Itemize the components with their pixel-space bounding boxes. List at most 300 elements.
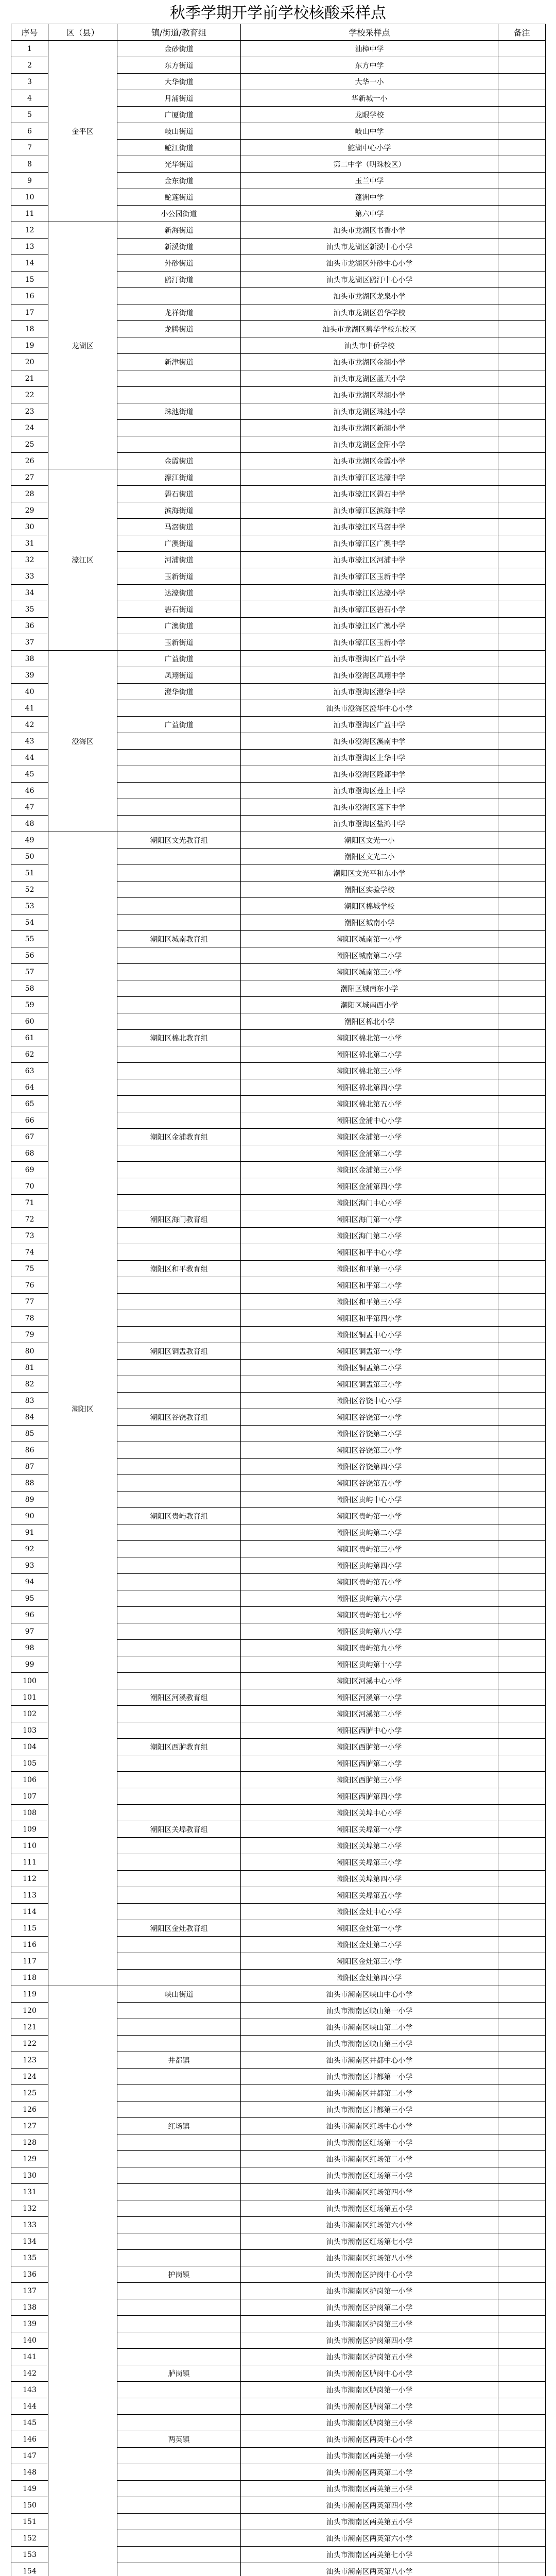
row-index-cell: 44 bbox=[11, 750, 48, 766]
school-cell: 汕头市潮南区两英第二小学 bbox=[241, 2464, 498, 2481]
school-cell: 潮阳区西胪第三小学 bbox=[241, 1772, 498, 1788]
row-index-cell: 47 bbox=[11, 799, 48, 816]
header-town: 镇/街道/教育组 bbox=[117, 24, 241, 41]
town-cell bbox=[117, 2398, 241, 2415]
remark-cell bbox=[498, 1673, 546, 1689]
school-cell: 汕头市龙湖区龙泉小学 bbox=[241, 288, 498, 304]
row-index-cell: 124 bbox=[11, 2069, 48, 2085]
town-cell bbox=[117, 1656, 241, 1673]
town-cell bbox=[117, 387, 241, 403]
remark-cell bbox=[498, 1788, 546, 1805]
remark-cell bbox=[498, 519, 546, 535]
row-index-cell: 106 bbox=[11, 1772, 48, 1788]
town-cell bbox=[117, 2382, 241, 2398]
town-cell: 珠池街道 bbox=[117, 403, 241, 420]
header-remark: 备注 bbox=[498, 24, 546, 41]
school-cell: 汕头市濠江区礐石中学 bbox=[241, 486, 498, 502]
town-cell bbox=[117, 1327, 241, 1343]
town-cell bbox=[117, 1755, 241, 1772]
town-cell bbox=[117, 2250, 241, 2266]
town-cell: 潮阳区贵屿教育组 bbox=[117, 1508, 241, 1524]
school-cell: 潮阳区谷饶第三小学 bbox=[241, 1442, 498, 1459]
school-cell: 潮阳区和平第二小学 bbox=[241, 1277, 498, 1294]
school-cell: 潮阳区铜盂第一小学 bbox=[241, 1343, 498, 1360]
row-index-cell: 139 bbox=[11, 2316, 48, 2332]
remark-cell bbox=[498, 601, 546, 618]
row-index-cell: 66 bbox=[11, 1112, 48, 1129]
remark-cell bbox=[498, 1574, 546, 1590]
remark-cell bbox=[498, 2563, 546, 2576]
town-cell bbox=[117, 1590, 241, 1607]
remark-cell bbox=[498, 1063, 546, 1079]
town-cell bbox=[117, 1574, 241, 1590]
row-index-cell: 135 bbox=[11, 2250, 48, 2266]
school-cell: 潮阳区西胪第一小学 bbox=[241, 1739, 498, 1755]
town-cell bbox=[117, 1195, 241, 1211]
remark-cell bbox=[498, 568, 546, 585]
town-cell bbox=[117, 1294, 241, 1310]
school-cell: 汕头市龙湖区金霞小学 bbox=[241, 453, 498, 469]
town-cell bbox=[117, 1376, 241, 1393]
school-cell: 潮阳区贵屿第二小学 bbox=[241, 1524, 498, 1541]
school-cell: 潮阳区河溪第一小学 bbox=[241, 1689, 498, 1706]
row-index-cell: 130 bbox=[11, 2167, 48, 2184]
remark-cell bbox=[498, 1195, 546, 1211]
school-cell: 潮阳区贵屿第一小学 bbox=[241, 1508, 498, 1524]
school-cell: 潮阳区谷饶中心小学 bbox=[241, 1393, 498, 1409]
town-cell bbox=[117, 1706, 241, 1722]
town-cell bbox=[117, 1360, 241, 1376]
row-index-cell: 60 bbox=[11, 1013, 48, 1030]
remark-cell bbox=[498, 898, 546, 914]
row-index-cell: 103 bbox=[11, 1722, 48, 1739]
town-cell: 潮阳区棉北教育组 bbox=[117, 1030, 241, 1046]
row-index-cell: 19 bbox=[11, 337, 48, 354]
row-index-cell: 48 bbox=[11, 816, 48, 832]
town-cell bbox=[117, 1079, 241, 1096]
row-index-cell: 56 bbox=[11, 947, 48, 964]
remark-cell bbox=[498, 997, 546, 1013]
remark-cell bbox=[498, 1178, 546, 1195]
town-cell: 鮀江街道 bbox=[117, 140, 241, 156]
district-cell bbox=[48, 1986, 117, 2576]
remark-cell bbox=[498, 354, 546, 370]
school-cell: 汕头市潮南区红场中心小学 bbox=[241, 2118, 498, 2134]
town-cell bbox=[117, 898, 241, 914]
school-cell: 潮阳区河溪中心小学 bbox=[241, 1673, 498, 1689]
remark-cell bbox=[498, 783, 546, 799]
row-index-cell: 15 bbox=[11, 272, 48, 288]
remark-cell bbox=[498, 206, 546, 222]
school-cell: 汕头市潮南区红场第六小学 bbox=[241, 2217, 498, 2233]
school-cell: 潮阳区和平第四小学 bbox=[241, 1310, 498, 1327]
remark-cell bbox=[498, 931, 546, 947]
remark-cell bbox=[498, 173, 546, 189]
row-index-cell: 143 bbox=[11, 2382, 48, 2398]
row-index-cell: 11 bbox=[11, 206, 48, 222]
row-index-cell: 73 bbox=[11, 1228, 48, 1244]
remark-cell bbox=[498, 1590, 546, 1607]
town-cell bbox=[117, 2349, 241, 2365]
remark-cell bbox=[498, 403, 546, 420]
row-index-cell: 49 bbox=[11, 832, 48, 849]
town-cell bbox=[117, 1063, 241, 1079]
school-cell: 汕头市潮南区护岗中心小学 bbox=[241, 2266, 498, 2283]
remark-cell bbox=[498, 2151, 546, 2167]
row-index-cell: 22 bbox=[11, 387, 48, 403]
row-index-cell: 20 bbox=[11, 354, 48, 370]
school-cell: 汕头市潮南区两英第三小学 bbox=[241, 2481, 498, 2497]
row-index-cell: 121 bbox=[11, 2019, 48, 2036]
school-cell: 汕头市潮南区红场第二小学 bbox=[241, 2151, 498, 2167]
town-cell: 新津街道 bbox=[117, 354, 241, 370]
row-index-cell: 26 bbox=[11, 453, 48, 469]
remark-cell bbox=[498, 1706, 546, 1722]
school-cell: 潮阳区金浦第三小学 bbox=[241, 1162, 498, 1178]
town-cell: 鮀莲街道 bbox=[117, 189, 241, 206]
row-index-cell: 132 bbox=[11, 2200, 48, 2217]
school-cell: 潮阳区河溪第二小学 bbox=[241, 1706, 498, 1722]
school-cell: 第二中学（明珠校区） bbox=[241, 156, 498, 173]
remark-cell bbox=[498, 2448, 546, 2464]
row-index-cell: 128 bbox=[11, 2134, 48, 2151]
remark-cell bbox=[498, 2547, 546, 2563]
school-cell: 汕头市潮南区护岗第一小学 bbox=[241, 2283, 498, 2299]
row-index-cell: 125 bbox=[11, 2085, 48, 2102]
school-cell: 潮阳区文光二小 bbox=[241, 849, 498, 865]
school-cell: 汕头市龙湖区金湖小学 bbox=[241, 354, 498, 370]
remark-cell bbox=[498, 2332, 546, 2349]
school-cell: 汕头市潮南区胪岗第二小学 bbox=[241, 2398, 498, 2415]
school-cell: 潮阳区城南东小学 bbox=[241, 980, 498, 997]
town-cell bbox=[117, 1459, 241, 1475]
school-cell: 潮阳区金灶第二小学 bbox=[241, 1937, 498, 1953]
row-index-cell: 82 bbox=[11, 1376, 48, 1393]
school-cell: 汕头市潮南区峡山第三小学 bbox=[241, 2036, 498, 2052]
remark-cell bbox=[498, 387, 546, 403]
remark-cell bbox=[498, 700, 546, 717]
row-index-cell: 88 bbox=[11, 1475, 48, 1492]
town-cell bbox=[117, 849, 241, 865]
town-cell bbox=[117, 1013, 241, 1030]
row-index-cell: 150 bbox=[11, 2497, 48, 2514]
remark-cell bbox=[498, 2299, 546, 2316]
school-cell: 汕头市潮南区胪岗中心小学 bbox=[241, 2365, 498, 2382]
remark-cell bbox=[498, 964, 546, 980]
town-cell bbox=[117, 1426, 241, 1442]
remark-cell bbox=[498, 651, 546, 667]
school-cell: 汕头市龙湖区金阳小学 bbox=[241, 436, 498, 453]
town-cell bbox=[117, 2299, 241, 2316]
row-index-cell: 39 bbox=[11, 667, 48, 684]
row-index-cell: 35 bbox=[11, 601, 48, 618]
row-index-cell: 83 bbox=[11, 1393, 48, 1409]
remark-cell bbox=[498, 1656, 546, 1673]
row-index-cell: 75 bbox=[11, 1261, 48, 1277]
town-cell bbox=[117, 2036, 241, 2052]
row-index-cell: 148 bbox=[11, 2464, 48, 2481]
remark-cell bbox=[498, 2233, 546, 2250]
school-cell: 潮阳区棉城学校 bbox=[241, 898, 498, 914]
school-cell: 汕头市潮南区胪岗第三小学 bbox=[241, 2415, 498, 2431]
town-cell bbox=[117, 2069, 241, 2085]
school-cell: 华新城一小 bbox=[241, 90, 498, 107]
row-index-cell: 57 bbox=[11, 964, 48, 980]
remark-cell bbox=[498, 321, 546, 337]
remark-cell bbox=[498, 123, 546, 140]
town-cell bbox=[117, 1475, 241, 1492]
row-index-cell: 4 bbox=[11, 90, 48, 107]
town-cell: 东方街道 bbox=[117, 57, 241, 74]
town-cell: 新海街道 bbox=[117, 222, 241, 239]
row-index-cell: 7 bbox=[11, 140, 48, 156]
town-cell: 龙腾街道 bbox=[117, 321, 241, 337]
school-cell: 汕头市濠江区玉新中学 bbox=[241, 568, 498, 585]
school-cell: 汕头市潮南区两英第四小学 bbox=[241, 2497, 498, 2514]
school-cell: 汕头市龙湖区新湖小学 bbox=[241, 420, 498, 436]
town-cell: 广益街道 bbox=[117, 651, 241, 667]
remark-cell bbox=[498, 2365, 546, 2382]
remark-cell bbox=[498, 1129, 546, 1145]
remark-cell bbox=[498, 1261, 546, 1277]
school-cell: 汕头市澄海区盐鸿中学 bbox=[241, 816, 498, 832]
town-cell: 潮阳区城南教育组 bbox=[117, 931, 241, 947]
school-cell: 汕头市濠江区马滘中学 bbox=[241, 519, 498, 535]
remark-cell bbox=[498, 337, 546, 354]
school-cell: 汕头市潮南区红场第三小学 bbox=[241, 2167, 498, 2184]
remark-cell bbox=[498, 1557, 546, 1574]
remark-cell bbox=[498, 2382, 546, 2398]
school-cell: 汕头市潮南区两英第七小学 bbox=[241, 2547, 498, 2563]
remark-cell bbox=[498, 1508, 546, 1524]
school-cell: 汕头市潮南区红场第一小学 bbox=[241, 2134, 498, 2151]
town-cell bbox=[117, 1228, 241, 1244]
remark-cell bbox=[498, 1640, 546, 1656]
remark-cell bbox=[498, 1904, 546, 1920]
town-cell: 金砂街道 bbox=[117, 41, 241, 57]
town-cell bbox=[117, 2547, 241, 2563]
town-cell: 滨海街道 bbox=[117, 502, 241, 519]
remark-cell bbox=[498, 2052, 546, 2069]
school-cell: 汕头市澄海区广益中学 bbox=[241, 717, 498, 733]
school-cell: 潮阳区贵屿中心小学 bbox=[241, 1492, 498, 1508]
school-cell: 潮阳区城南第一小学 bbox=[241, 931, 498, 947]
remark-cell bbox=[498, 304, 546, 321]
remark-cell bbox=[498, 1360, 546, 1376]
row-index-cell: 64 bbox=[11, 1079, 48, 1096]
remark-cell bbox=[498, 453, 546, 469]
school-cell: 汕头市澄海区上华中学 bbox=[241, 750, 498, 766]
school-cell: 潮阳区金灶第三小学 bbox=[241, 1953, 498, 1970]
remark-cell bbox=[498, 239, 546, 255]
remark-cell bbox=[498, 2003, 546, 2019]
row-index-cell: 18 bbox=[11, 321, 48, 337]
town-cell bbox=[117, 1492, 241, 1508]
remark-cell bbox=[498, 2069, 546, 2085]
remark-cell bbox=[498, 947, 546, 964]
school-cell: 汕头市潮南区峡山第一小学 bbox=[241, 2003, 498, 2019]
remark-cell bbox=[498, 156, 546, 173]
town-cell bbox=[117, 2316, 241, 2332]
remark-cell bbox=[498, 2019, 546, 2036]
town-cell: 广澳街道 bbox=[117, 618, 241, 634]
school-cell: 蓬洲中学 bbox=[241, 189, 498, 206]
row-index-cell: 43 bbox=[11, 733, 48, 750]
school-cell: 汕头市潮南区两英第八小学 bbox=[241, 2563, 498, 2576]
town-cell: 胪岗镇 bbox=[117, 2365, 241, 2382]
town-cell bbox=[117, 2134, 241, 2151]
remark-cell bbox=[498, 90, 546, 107]
remark-cell bbox=[498, 436, 546, 453]
row-index-cell: 9 bbox=[11, 173, 48, 189]
remark-cell bbox=[498, 914, 546, 931]
row-index-cell: 133 bbox=[11, 2217, 48, 2233]
town-cell: 龙祥街道 bbox=[117, 304, 241, 321]
row-index-cell: 76 bbox=[11, 1277, 48, 1294]
remark-cell bbox=[498, 1739, 546, 1755]
remark-cell bbox=[498, 799, 546, 816]
school-cell: 潮阳区棉北第三小学 bbox=[241, 1063, 498, 1079]
remark-cell bbox=[498, 1772, 546, 1788]
town-cell bbox=[117, 1145, 241, 1162]
town-cell bbox=[117, 2415, 241, 2431]
row-index-cell: 111 bbox=[11, 1854, 48, 1871]
row-index-cell: 134 bbox=[11, 2233, 48, 2250]
school-cell: 汕头市龙湖区外砂中心小学 bbox=[241, 255, 498, 272]
row-index-cell: 146 bbox=[11, 2431, 48, 2448]
town-cell: 金霞街道 bbox=[117, 453, 241, 469]
row-index-cell: 99 bbox=[11, 1656, 48, 1673]
row-index-cell: 45 bbox=[11, 766, 48, 783]
row-index-cell: 71 bbox=[11, 1195, 48, 1211]
town-cell: 新溪街道 bbox=[117, 239, 241, 255]
town-cell: 礐石街道 bbox=[117, 486, 241, 502]
row-index-cell: 92 bbox=[11, 1541, 48, 1557]
school-cell: 潮阳区棉北小学 bbox=[241, 1013, 498, 1030]
remark-cell bbox=[498, 1887, 546, 1904]
row-index-cell: 33 bbox=[11, 568, 48, 585]
town-cell bbox=[117, 700, 241, 717]
remark-cell bbox=[498, 2530, 546, 2547]
row-index-cell: 55 bbox=[11, 931, 48, 947]
school-cell: 第六中学 bbox=[241, 206, 498, 222]
town-cell: 潮阳区河溪教育组 bbox=[117, 1689, 241, 1706]
town-cell bbox=[117, 2003, 241, 2019]
school-cell: 潮阳区和平第一小学 bbox=[241, 1261, 498, 1277]
row-index-cell: 101 bbox=[11, 1689, 48, 1706]
remark-cell bbox=[498, 1277, 546, 1294]
school-cell: 玉兰中学 bbox=[241, 173, 498, 189]
remark-cell bbox=[498, 1244, 546, 1261]
remark-cell bbox=[498, 1426, 546, 1442]
town-cell bbox=[117, 2233, 241, 2250]
school-cell: 汕头市潮南区井都第三小学 bbox=[241, 2102, 498, 2118]
town-cell bbox=[117, 1442, 241, 1459]
school-cell: 潮阳区棉北第一小学 bbox=[241, 1030, 498, 1046]
town-cell: 广厦街道 bbox=[117, 107, 241, 123]
row-index-cell: 30 bbox=[11, 519, 48, 535]
town-cell bbox=[117, 2019, 241, 2036]
town-cell bbox=[117, 2217, 241, 2233]
remark-cell bbox=[498, 1871, 546, 1887]
row-index-cell: 98 bbox=[11, 1640, 48, 1656]
town-cell bbox=[117, 1244, 241, 1261]
row-index-cell: 58 bbox=[11, 980, 48, 997]
row-index-cell: 94 bbox=[11, 1574, 48, 1590]
row-index-cell: 109 bbox=[11, 1821, 48, 1838]
town-cell: 潮阳区铜盂教育组 bbox=[117, 1343, 241, 1360]
school-cell: 潮阳区谷饶第五小学 bbox=[241, 1475, 498, 1492]
row-index-cell: 127 bbox=[11, 2118, 48, 2134]
town-cell: 外砂街道 bbox=[117, 255, 241, 272]
row-index-cell: 113 bbox=[11, 1887, 48, 1904]
school-cell: 潮阳区棉北第四小学 bbox=[241, 1079, 498, 1096]
town-cell: 潮阳区和平教育组 bbox=[117, 1261, 241, 1277]
remark-cell bbox=[498, 1327, 546, 1343]
school-cell: 潮阳区西胪第四小学 bbox=[241, 1788, 498, 1805]
school-cell: 汕头市潮南区两英第一小学 bbox=[241, 2448, 498, 2464]
remark-cell bbox=[498, 1541, 546, 1557]
row-index-cell: 54 bbox=[11, 914, 48, 931]
school-cell: 潮阳区海门中心小学 bbox=[241, 1195, 498, 1211]
remark-cell bbox=[498, 1524, 546, 1541]
remark-cell bbox=[498, 1953, 546, 1970]
row-index-cell: 120 bbox=[11, 2003, 48, 2019]
town-cell bbox=[117, 1970, 241, 1986]
town-cell bbox=[117, 1673, 241, 1689]
table-row bbox=[11, 832, 546, 849]
remark-cell bbox=[498, 1805, 546, 1821]
remark-cell bbox=[498, 684, 546, 700]
school-cell: 东方中学 bbox=[241, 57, 498, 74]
town-cell: 玉新街道 bbox=[117, 568, 241, 585]
row-index-cell: 38 bbox=[11, 651, 48, 667]
school-cell: 潮阳区贵屿第九小学 bbox=[241, 1640, 498, 1656]
town-cell bbox=[117, 750, 241, 766]
remark-cell bbox=[498, 1722, 546, 1739]
row-index-cell: 91 bbox=[11, 1524, 48, 1541]
row-index-cell: 140 bbox=[11, 2332, 48, 2349]
row-index-cell: 80 bbox=[11, 1343, 48, 1360]
remark-cell bbox=[498, 255, 546, 272]
row-index-cell: 67 bbox=[11, 1129, 48, 1145]
remark-cell bbox=[498, 1145, 546, 1162]
town-cell: 潮阳区谷饶教育组 bbox=[117, 1409, 241, 1426]
town-cell bbox=[117, 1937, 241, 1953]
remark-cell bbox=[498, 816, 546, 832]
remark-cell bbox=[498, 1393, 546, 1409]
school-cell: 汕头市澄海区隆都中学 bbox=[241, 766, 498, 783]
school-cell: 潮阳区实验学校 bbox=[241, 882, 498, 898]
row-index-cell: 78 bbox=[11, 1310, 48, 1327]
school-cell: 汕樟中学 bbox=[241, 41, 498, 57]
district-cell: 龙湖区 bbox=[48, 222, 117, 469]
table-row bbox=[11, 469, 546, 486]
remark-cell bbox=[498, 832, 546, 849]
school-cell: 汕头市潮南区红场第七小学 bbox=[241, 2233, 498, 2250]
remark-cell bbox=[498, 865, 546, 882]
row-index-cell: 142 bbox=[11, 2365, 48, 2382]
row-index-cell: 53 bbox=[11, 898, 48, 914]
school-cell: 潮阳区海门第二小学 bbox=[241, 1228, 498, 1244]
town-cell: 小公园街道 bbox=[117, 206, 241, 222]
school-cell: 潮阳区金灶中心小学 bbox=[241, 1904, 498, 1920]
row-index-cell: 95 bbox=[11, 1590, 48, 1607]
row-index-cell: 115 bbox=[11, 1920, 48, 1937]
remark-cell bbox=[498, 1162, 546, 1178]
town-cell bbox=[117, 1524, 241, 1541]
town-cell bbox=[117, 1772, 241, 1788]
